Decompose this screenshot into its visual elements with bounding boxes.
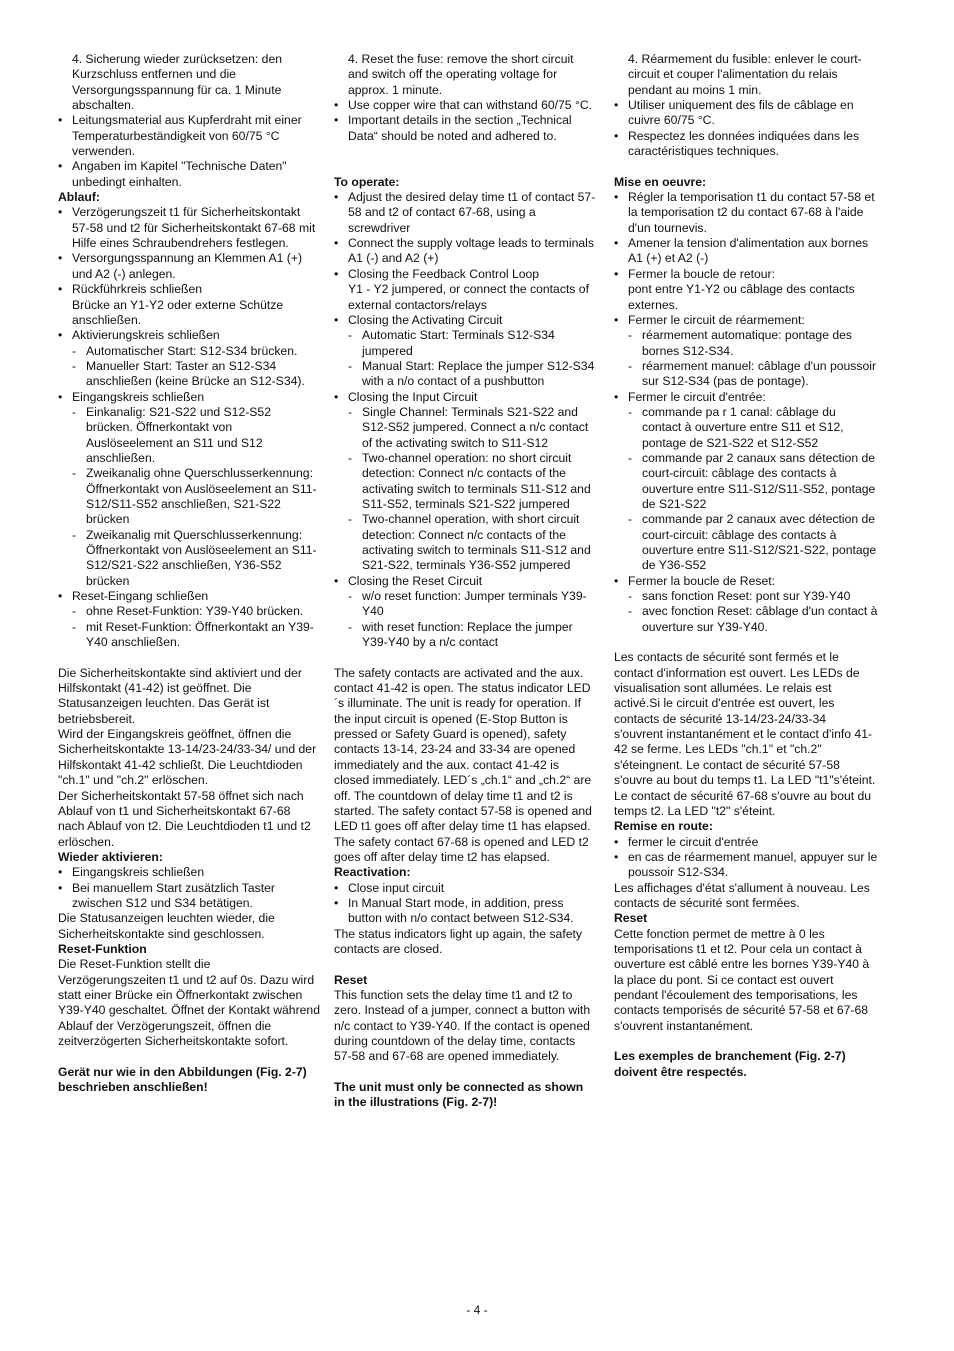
sub-list-item: - Single Channel: Terminals S21-S22 and S12-S52 jumpered. Connect a n/c contact of the activating switch to S11-S12 [334, 405, 596, 451]
sub-list-item: - Zweikanalig ohne Querschlusserkennung: Öffnerkontakt von Auslöseelement an S11-S12/S11-S52 anschließen, S21-S22 brücken [58, 466, 320, 527]
sub-list-item: - Automatic Start: Terminals S12-S34 jumpered [334, 328, 596, 359]
sub-list-item: - commande par 2 canaux avec détection de court-circuit: câblage des contacts à ouverture entre S11-S12/S21-S22, pontage de Y36-S52 [614, 512, 878, 573]
connection-note: Gerät nur wie in den Abbildungen (Fig. 2-7) beschrieben anschließen! [58, 1064, 307, 1095]
list-item: • Closing the Activating Circuit [334, 313, 596, 328]
section-heading: Ablauf: [58, 190, 100, 205]
list-item: • Rückführkreis schließen [58, 282, 320, 297]
list-item: • Eingangskreis schließen [58, 865, 320, 880]
list-item: • Verzögerungszeit t1 für Sicherheitskontakt 57-58 und t2 für Sicherheitskontakt 67-68 mit Hilfe eines Schraubendrehers festlegen. [58, 205, 320, 251]
list-detail: Brücke an Y1-Y2 oder externe Schütze anschließen. [72, 297, 284, 327]
sub-list-item: - sans fonction Reset: pont sur Y39-Y40 [614, 589, 878, 604]
intro-step-4: 4. Reset the fuse: remove the short circuit and switch off the operating voltage for approx. 1 minute. [348, 52, 574, 97]
spacer [334, 957, 596, 972]
list-item: • Reset-Eingang schließen [58, 589, 320, 604]
paragraph: Die Sicherheitskontakte sind aktiviert und der Hilfskontakt (41-42) ist geöffnet. Die Statusanzeigen leuchten. Das Gerät ist betriebsbereit. [58, 665, 302, 726]
sub-list-item: - réarmement automatique: pontage des bornes S12-S34. [614, 328, 878, 359]
sub-list-item: - avec fonction Reset: câblage d'un contact à ouverture sur Y39-Y40. [614, 604, 878, 635]
list-item: • Fermer le circuit d'entrée: [614, 390, 878, 405]
sub-list-item: - Manueller Start: Taster an S12-S34 anschließen (keine Brücke an S12-S34). [58, 359, 320, 390]
list-item: • Angaben im Kapitel "Technische Daten" unbedingt einhalten. [58, 159, 320, 190]
paragraph: Die Reset-Funktion stellt die Verzögerungszeiten t1 und t2 auf 0s. Dazu wird statt einer Brücke ein Öffnerkontakt zwischen Y39-Y40 geschaltet. Öffnet der Kontakt während Ablauf der Verzögerungszeit, öffnen die zeitverzögerten Sicherheitskontakte sofort. [58, 957, 320, 1048]
paragraph: Der Sicherheitskontakt 57-58 öffnet sich nach Ablauf von t1 und Sicherheitskontakt 67-68 nach Ablauf von t2. Die Leuchtdioden t1 und t2 erlöschen. [58, 788, 311, 849]
column-french [614, 52, 878, 1080]
paragraph: This function sets the delay time t1 and t2 to zero. Instead of a jumper, connect a button with n/c contact to Y39-Y40. If the contact is opened during countdown of the delay time, contacts 57-58 and 67-68 are opened immediately. [334, 987, 591, 1064]
column-german [58, 52, 320, 1095]
section-heading: Reset [334, 972, 368, 987]
sub-list-item: - Two-channel operation: no short circuit detection: Connect n/c contacts of the activating switch to terminals S11-S12 and S11-S52, terminals S21-S22 jumpered [334, 451, 596, 512]
column-english [334, 52, 596, 1111]
list-item: • Bei manuellem Start zusätzlich Taster zwischen S12 und S34 betätigen. [58, 881, 320, 912]
list-item: • Utiliser uniquement des fils de câblage en cuivre 60/75 °C. [614, 98, 878, 129]
list-detail: Y1 - Y2 jumpered, or connect the contacts of external contactors/relays [348, 282, 589, 312]
list-item: • Fermer le circuit de réarmement: [614, 313, 878, 328]
spacer [334, 144, 596, 175]
list-item: • Use copper wire that can withstand 60/75 °C. [334, 98, 596, 113]
list-item: • Close input circuit [334, 881, 596, 896]
list-item: • Aktivierungskreis schließen [58, 328, 320, 343]
section-heading: Reset [614, 911, 648, 926]
paragraph: Cette fonction permet de mettre à 0 les temporisations t1 et t2. Pour cela un contact à ouverture est câblé entre les bornes Y39-Y40 à la place du pont. Si ce contact est ouvert pendant l'écoulement des temporisations, les contacts temporisés de sécurité 57-58 et 67-68 s'ouvrent instantanément. [614, 926, 870, 1033]
intro-step-4: 4. Sicherung wieder zurücksetzen: den Kurzschluss entfernen und die Versorgungsspannung für ca. 1 Minute abschalten. [72, 52, 283, 113]
list-item: • Amener la tension d'alimentation aux bornes A1 (+) et A2 (-) [614, 236, 878, 267]
sub-list-item: - with reset function: Replace the jumper Y39-Y40 by a n/c contact [334, 620, 596, 651]
paragraph: Les affichages d'état s'allument à nouveau. Les contacts de sécurité sont fermées. [614, 880, 870, 910]
paragraph: Wird der Eingangskreis geöffnet, öffnen die Sicherheitskontakte 13-14/23-24/33-34/ und der Hilfskontakt 41-42 schließt. Die Leuchtdioden "ch.1" und "ch.2" erlöschen. [58, 727, 317, 788]
sub-list-item: - réarmement manuel: câblage d'un poussoir sur S12-S34 (pas de pontage). [614, 359, 878, 390]
sub-list-item: - Automatischer Start: S12-S34 brücken. [58, 344, 320, 359]
paragraph: Die Statusanzeigen leuchten wieder, die Sicherheitskontakte sind geschlossen. [58, 911, 275, 941]
list-item: • Adjust the desired delay time t1 of contact 57-58 and t2 of contact 67-68, using a screwdriver [334, 190, 596, 236]
sub-list-item: - commande par 2 canaux sans détection de court-circuit: câblage des contacts à ouverture entre S11-S12/S11-S52, pontage de S21-S22 [614, 451, 878, 512]
list-item: • en cas de réarmement manuel, appuyer sur le poussoir S12-S34. [614, 850, 878, 881]
section-heading: To operate: [334, 174, 400, 189]
list-item: • Fermer la boucle de retour: [614, 267, 878, 282]
connection-note: The unit must only be connected as shown in the illustrations (Fig. 2-7)! [334, 1080, 584, 1110]
spacer [58, 650, 320, 665]
list-item: • Fermer la boucle de Reset: [614, 574, 878, 589]
list-item: • Closing the Reset Circuit [334, 574, 596, 589]
list-detail: pont entre Y1-Y2 ou câblage des contacts externes. [628, 282, 855, 312]
list-item: • Respectez les données indiquées dans les caractéristiques techniques. [614, 129, 878, 160]
section-heading: Wieder aktivieren: [58, 849, 163, 864]
list-item: • Versorgungsspannung an Klemmen A1 (+) und A2 (-) anlegen. [58, 251, 320, 282]
page-number: - 4 - [466, 1303, 488, 1317]
section-heading: Remise en route: [614, 819, 713, 834]
list-item: • fermer le circuit d'entrée [614, 835, 878, 850]
sub-list-item: - commande pa r 1 canal: câblage du contact à ouverture entre S11 et S12, pontage de S21-S22 et S12-S52 [614, 405, 878, 451]
paragraph: Les contacts de sécurité sont fermés et le contact d'information est ouvert. Les LEDs de visualisation sont allumées. Le relais est activé.Si le circuit d'entrée est ouvert, les contacts de sécurité 13-14/23-24/33-34 s'ouvrent instantanément et le contact d'info 41-42 se ferme. Les LEDs "ch.1" et "ch.2" s'éteingnent. Le contact de sécurité 57-58 s'ouvre au bout du temps t1. La LED "t1"s'éteint. Le contact de sécurité 67-68 s'ouvre au bout du temps t2. La LED "t2" s'éteint. [614, 650, 876, 818]
spacer [614, 635, 878, 650]
connection-note: Les exemples de branchement (Fig. 2-7) doivent être respectés. [614, 1049, 846, 1079]
section-heading: Reactivation: [334, 865, 411, 880]
intro-step-4: 4. Réarmement du fusible: enlever le court-circuit et couper l'alimentation du relais pendant au moins 1 min. [628, 52, 862, 97]
section-heading: Reset-Funktion [58, 941, 147, 956]
sub-list-item: - w/o reset function: Jumper terminals Y39-Y40 [334, 589, 596, 620]
list-item: • Régler la temporisation t1 du contact 57-58 et la temporisation t2 du contact 67-68 à l'aide d'un tournevis. [614, 190, 878, 236]
spacer [334, 1065, 596, 1080]
spacer [614, 1034, 878, 1049]
list-item: • Connect the supply voltage leads to terminals A1 (-) and A2 (+) [334, 236, 596, 267]
section-heading: Mise en oeuvre: [614, 174, 707, 189]
spacer [58, 1049, 320, 1064]
list-item: • Closing the Feedback Control Loop [334, 267, 596, 282]
paragraph: The status indicators light up again, the safety contacts are closed. [334, 926, 582, 956]
list-item: • Leitungsmaterial aus Kupferdraht mit einer Temperaturbeständigkeit von 60/75 °C verwenden. [58, 113, 320, 159]
sub-list-item: - Einkanalig: S21-S22 und S12-S52 brücken. Öffnerkontakt von Auslöseelement an S11 und S12 anschließen. [58, 405, 320, 466]
sub-list-item: - Manual Start: Replace the jumper S12-S34 with a n/o contact of a pushbutton [334, 359, 596, 390]
sub-list-item: - Zweikanalig mit Querschlusserkennung: Öffnerkontakt von Auslöseelement an S11-S12/S21-S22 anschließen, Y36-S52 brücken [58, 528, 320, 589]
list-item: • Eingangskreis schließen [58, 390, 320, 405]
sub-list-item: - Two-channel operation, with short circuit detection: Connect n/c contacts of the activating switch to terminals S11-S12 and S21-S22, terminals Y36-S52 jumpered [334, 512, 596, 573]
spacer [614, 159, 878, 174]
paragraph: The safety contacts are activated and the aux. contact 41-42 is open. The status indicator LED´s illuminate. The unit is ready for operation. If the input circuit is opened (E-Stop Button is pressed or Safety Guard is opened), safety contacts 13-14, 23-24 and 33-34 are opened immediately and the aux. contact 41-42 is closed immediately. LED´s „ch.1“ and „ch.2“ are off. The countdown of delay time t1 and t2 is started. The safety contact 57-58 is opened and LED t1 goes off after delay time t1 has elapsed. The safety contact 67-68 is opened and LED t2 goes off after delay time t2 has elapsed. [334, 665, 592, 864]
spacer [334, 650, 596, 665]
list-item: • In Manual Start mode, in addition, press button with n/o contact between S12-S34. [334, 896, 596, 927]
list-item: • Important details in the section „Technical Data“ should be noted and adhered to. [334, 113, 596, 144]
sub-list-item: - mit Reset-Funktion: Öffnerkontakt an Y39-Y40 anschließen. [58, 620, 320, 651]
list-item: • Closing the Input Circuit [334, 390, 596, 405]
sub-list-item: - ohne Reset-Funktion: Y39-Y40 brücken. [58, 604, 320, 619]
